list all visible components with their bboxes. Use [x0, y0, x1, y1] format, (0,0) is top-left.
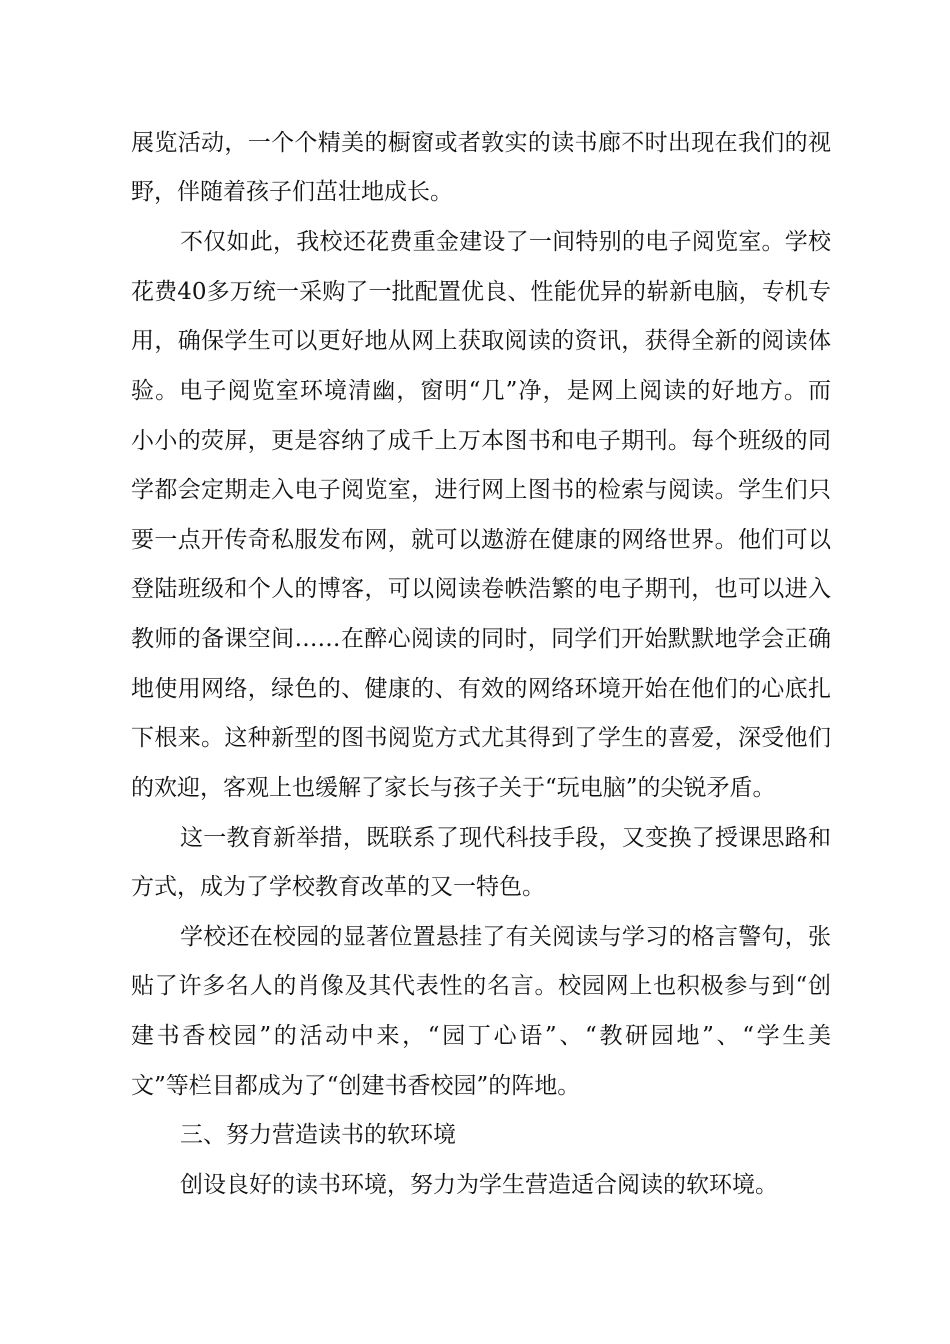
- text-line: 创设良好的读书环境，努力为学生营造适合阅读的软环境。: [180, 1172, 778, 1198]
- text-line: 教师的备课空间……在醉心阅读的同时，同学们开始默默地学会正确: [131, 626, 831, 652]
- text-line: 展览活动，一个个精美的橱窗或者敦实的读书廊不时出现在我们的视: [131, 130, 831, 156]
- text-line: 建书香校园”的活动中来，“园丁心语”、“教研园地”、“学生美: [131, 1023, 831, 1049]
- text-line: 要一点开传奇私服发布网，就可以遨游在健康的网络世界。他们可以: [131, 527, 831, 553]
- text-line: 下根来。这种新型的图书阅览方式尤其得到了学生的喜爱，深受他们: [131, 725, 831, 751]
- section-heading: 三、努力营造读书的软环境: [180, 1122, 456, 1148]
- text-line: 花费40多万统一采购了一批配置优良、性能优异的崭新电脑，专机专: [131, 279, 831, 305]
- text-line: 小小的荧屏，更是容纳了成千上万本图书和电子期刊。每个班级的同: [131, 428, 831, 454]
- text-line: 登陆班级和个人的博客，可以阅读卷帙浩繁的电子期刊，也可以进入: [131, 576, 831, 602]
- text-line: 用，确保学生可以更好地从网上获取阅读的资讯，获得全新的阅读体: [131, 328, 831, 354]
- text-line: 不仅如此，我校还花费重金建设了一间特别的电子阅览室。学校: [180, 229, 831, 255]
- text-line: 贴了许多名人的肖像及其代表性的名言。校园网上也积极参与到“创: [131, 973, 831, 999]
- text-line: 地使用网络，绿色的、健康的、有效的网络环境开始在他们的心底扎: [131, 676, 831, 702]
- text-line: 验。电子阅览室环境清幽，窗明“几”净，是网上阅读的好地方。而: [131, 378, 831, 404]
- text-line: 野，伴随着孩子们茁壮地成长。: [131, 179, 453, 205]
- text-line: 学都会定期走入电子阅览室，进行网上图书的检索与阅读。学生们只: [131, 477, 831, 503]
- text-line: 文”等栏目都成为了“创建书香校园”的阵地。: [131, 1073, 581, 1099]
- text-line: 的欢迎，客观上也缓解了家长与孩子关于“玩电脑”的尖锐矛盾。: [131, 775, 776, 801]
- text-line: 方式，成为了学校教育改革的又一特色。: [131, 874, 545, 900]
- text-line: 这一教育新举措，既联系了现代科技手段，又变换了授课思路和: [180, 825, 831, 851]
- text-line: 学校还在校园的显著位置悬挂了有关阅读与学习的格言警句，张: [180, 924, 831, 950]
